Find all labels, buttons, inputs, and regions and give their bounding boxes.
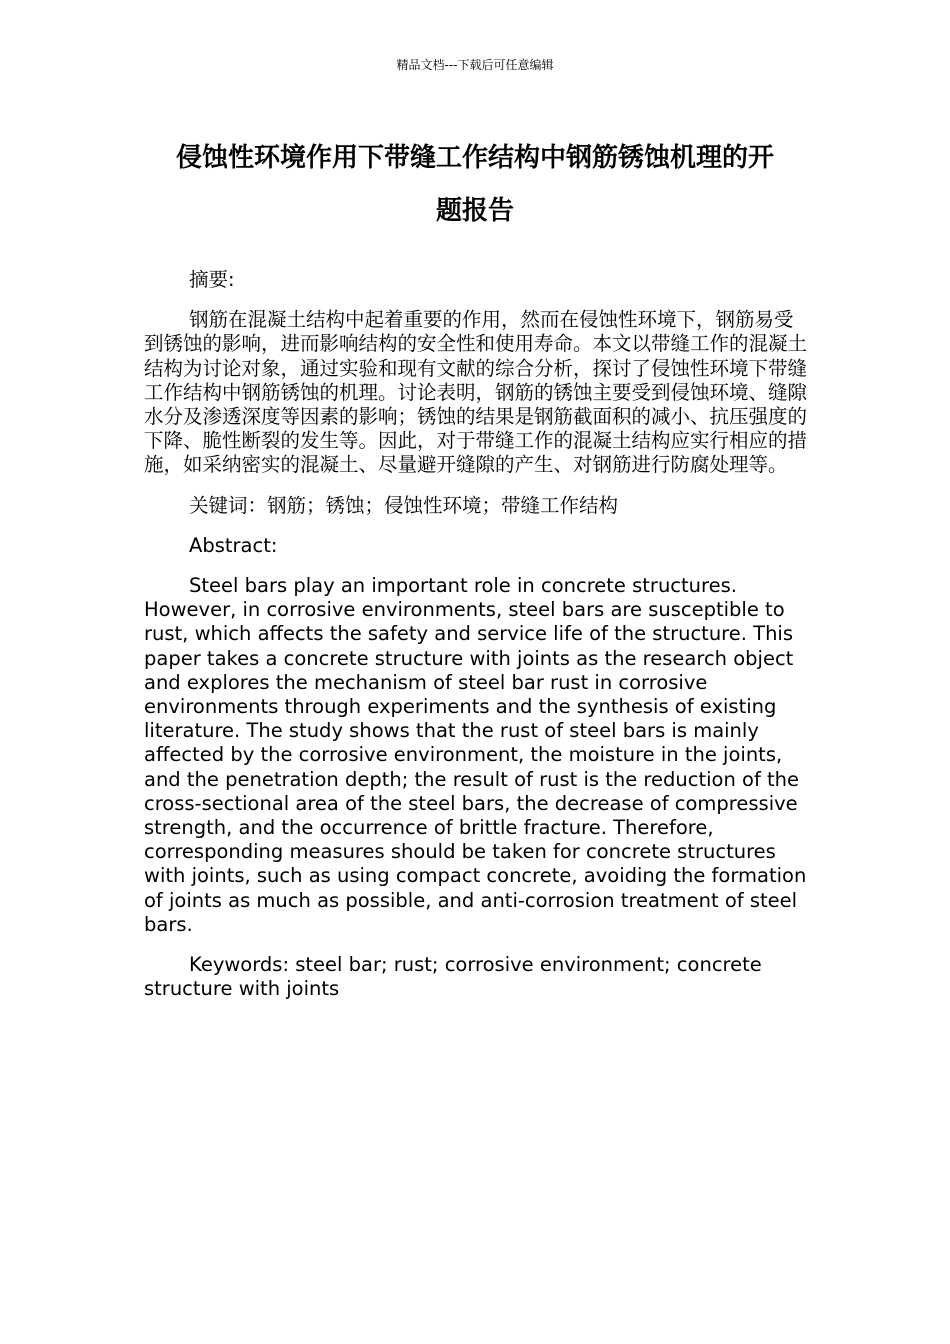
header-note: 精品文档---下载后可任意编辑 <box>396 58 554 72</box>
document-title <box>140 132 810 238</box>
abstract-en-label: Abstract: <box>189 533 278 557</box>
title-line-2: 题报告 <box>435 196 514 226</box>
keywords-cn: 关键词：钢筋；锈蚀；侵蚀性环境；带缝工作结构 <box>189 493 619 517</box>
keywords-en: Keywords: steel bar; rust; corrosive environment; concrete structure with joints <box>144 953 762 1001</box>
abstract-cn-label: 摘要: <box>189 268 235 291</box>
abstract-en-text: Steel bars play an important role in concrete structures. However, in corrosive environments, steel bars are susceptible to rust, which affects the safety and service life of the structure. This paper takes a concrete structure with joints as the research object and explores the mechanism of steel bar rust in corrosive environments through experiments and the synthesis of existing literature. The study shows that the rust of steel bars is mainly affected by the corrosive environment, the moisture in the joints, and the penetration depth; the result of rust is the reduction of the cross-sectional area of the steel bars, the decrease of compressive strength, and the occurrence of brittle fracture. Therefore, corresponding measures should be taken for concrete structures with joints, such as using compact concrete, avoiding the formation of joints as much as possible, and anti-corrosion treatment of steel bars. <box>144 574 807 936</box>
title-line-1: 侵蚀性环境作用下带缝工作结构中钢筋锈蚀机理的开 <box>175 143 774 173</box>
document-body <box>144 268 808 1017</box>
abstract-cn-text: 钢筋在混凝土结构中起着重要的作用，然而在侵蚀性环境下，钢筋易受到锈蚀的影响，进而影响结构的安全性和使用寿命。本文以带缝工作的混凝土结构为讨论对象，通过实验和现有文献的综合分析，探讨了侵蚀性环境下带缝工作结构中钢筋锈蚀的机理。讨论表明，钢筋的锈蚀主要受到侵蚀环境、缝隙水分及渗透深度等因素的影响；锈蚀的结果是钢筋截面积的减小、抗压强度的下降、脆性断裂的发生等。因此，对于带缝工作的混凝土结构应实行相应的措施，如采纳密实的混凝土、尽量避开缝隙的产生、对钢筋进行防腐处理等。 <box>144 308 808 477</box>
